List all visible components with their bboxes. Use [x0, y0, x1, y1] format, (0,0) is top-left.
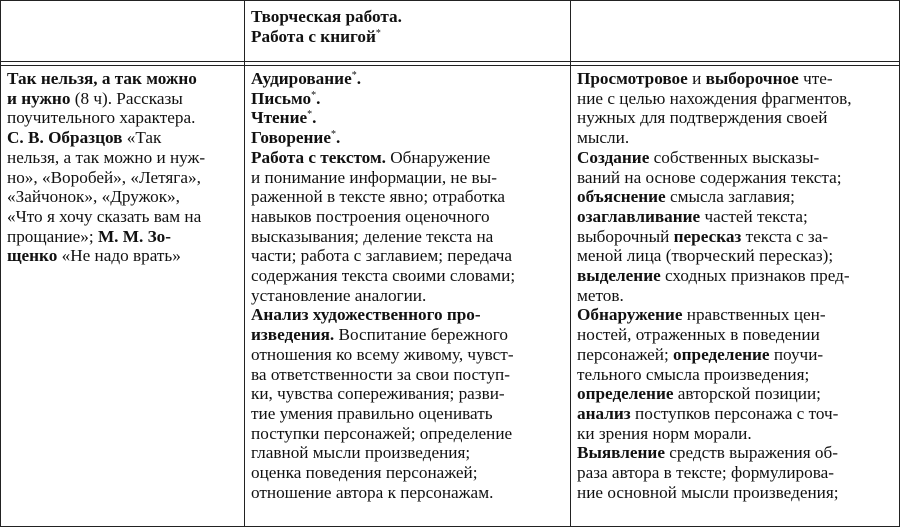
header-cell-2 — [245, 7, 570, 46]
section-heading: Работа с текстом. — [251, 147, 386, 167]
topic-cell: Так нельзя, а так можно и нужно (8 ч). Рассказы поучительного характера. С. В. Образцов «Так нельзя, а так можно и нуж- но», «Воробей», «Летяга», «Зайчонок», «Дружок», «Что я хочу сказать вам на прощание»; М. М. Зо- щенко «Не надо врать» — [7, 69, 206, 266]
author-name: М. М. Зо- — [97, 226, 171, 246]
header-title-line2: Работа с книгой — [251, 26, 376, 46]
student-activity-cell: Просмотровое и выборочное чте- ние с целью нахождения фрагментов, нужных для подтверждения своей мысли. Создание собственных высказы- ваний на основе содержания текста; объяснение смысла заглавия; озаглавливание частей текста; выборочный пересказ текста с за- меной лица (творческий пересказ); выделение сходных признаков пред- метов. Обнаружение нравственных цен- ностей, отраженных в поведении персонажей; определение поучи- тельного смысла произведения; определение авторской позиции; анализ поступков персонажа с точ- ки зрения норм морали. Выявление средств выражения об- раза автора в тексте; формулирова- ние основной мысли произведения; — [577, 69, 852, 502]
footnote-mark: * — [375, 27, 381, 39]
topic-hours: (8 ч). Рассказы — [70, 88, 183, 108]
header-separator-top — [1, 61, 899, 62]
author-name: С. В. Образцов — [7, 128, 123, 148]
header-title-line1: Творческая работа. — [251, 7, 402, 26]
activities-cell: Аудирование*. Письмо*. Чтение*. Говорение*. Работа с текстом. Обнаружение и понимание информации, не вы- раженной в тексте явно; отработка навыков построения оценочного высказывания; деление текста на части; работа с заглавием; передача содержания текста своими словами; установление аналогии. Анализ художественного про- изведения. Воспитание бережного отношения ко всему живому, чувст- ва ответственности за свои поступ- ки, чувства сопереживания; разви- тие умения правильно оценивать поступки персонажей; определение главной мысли произведения; оценка поведения персонажей; отношение автора к персонажам. — [251, 69, 516, 502]
topic-title: Так нельзя, а так можно — [7, 69, 197, 88]
section-heading: Анализ художественного про- — [251, 305, 481, 325]
header-separator-bottom — [1, 65, 899, 66]
